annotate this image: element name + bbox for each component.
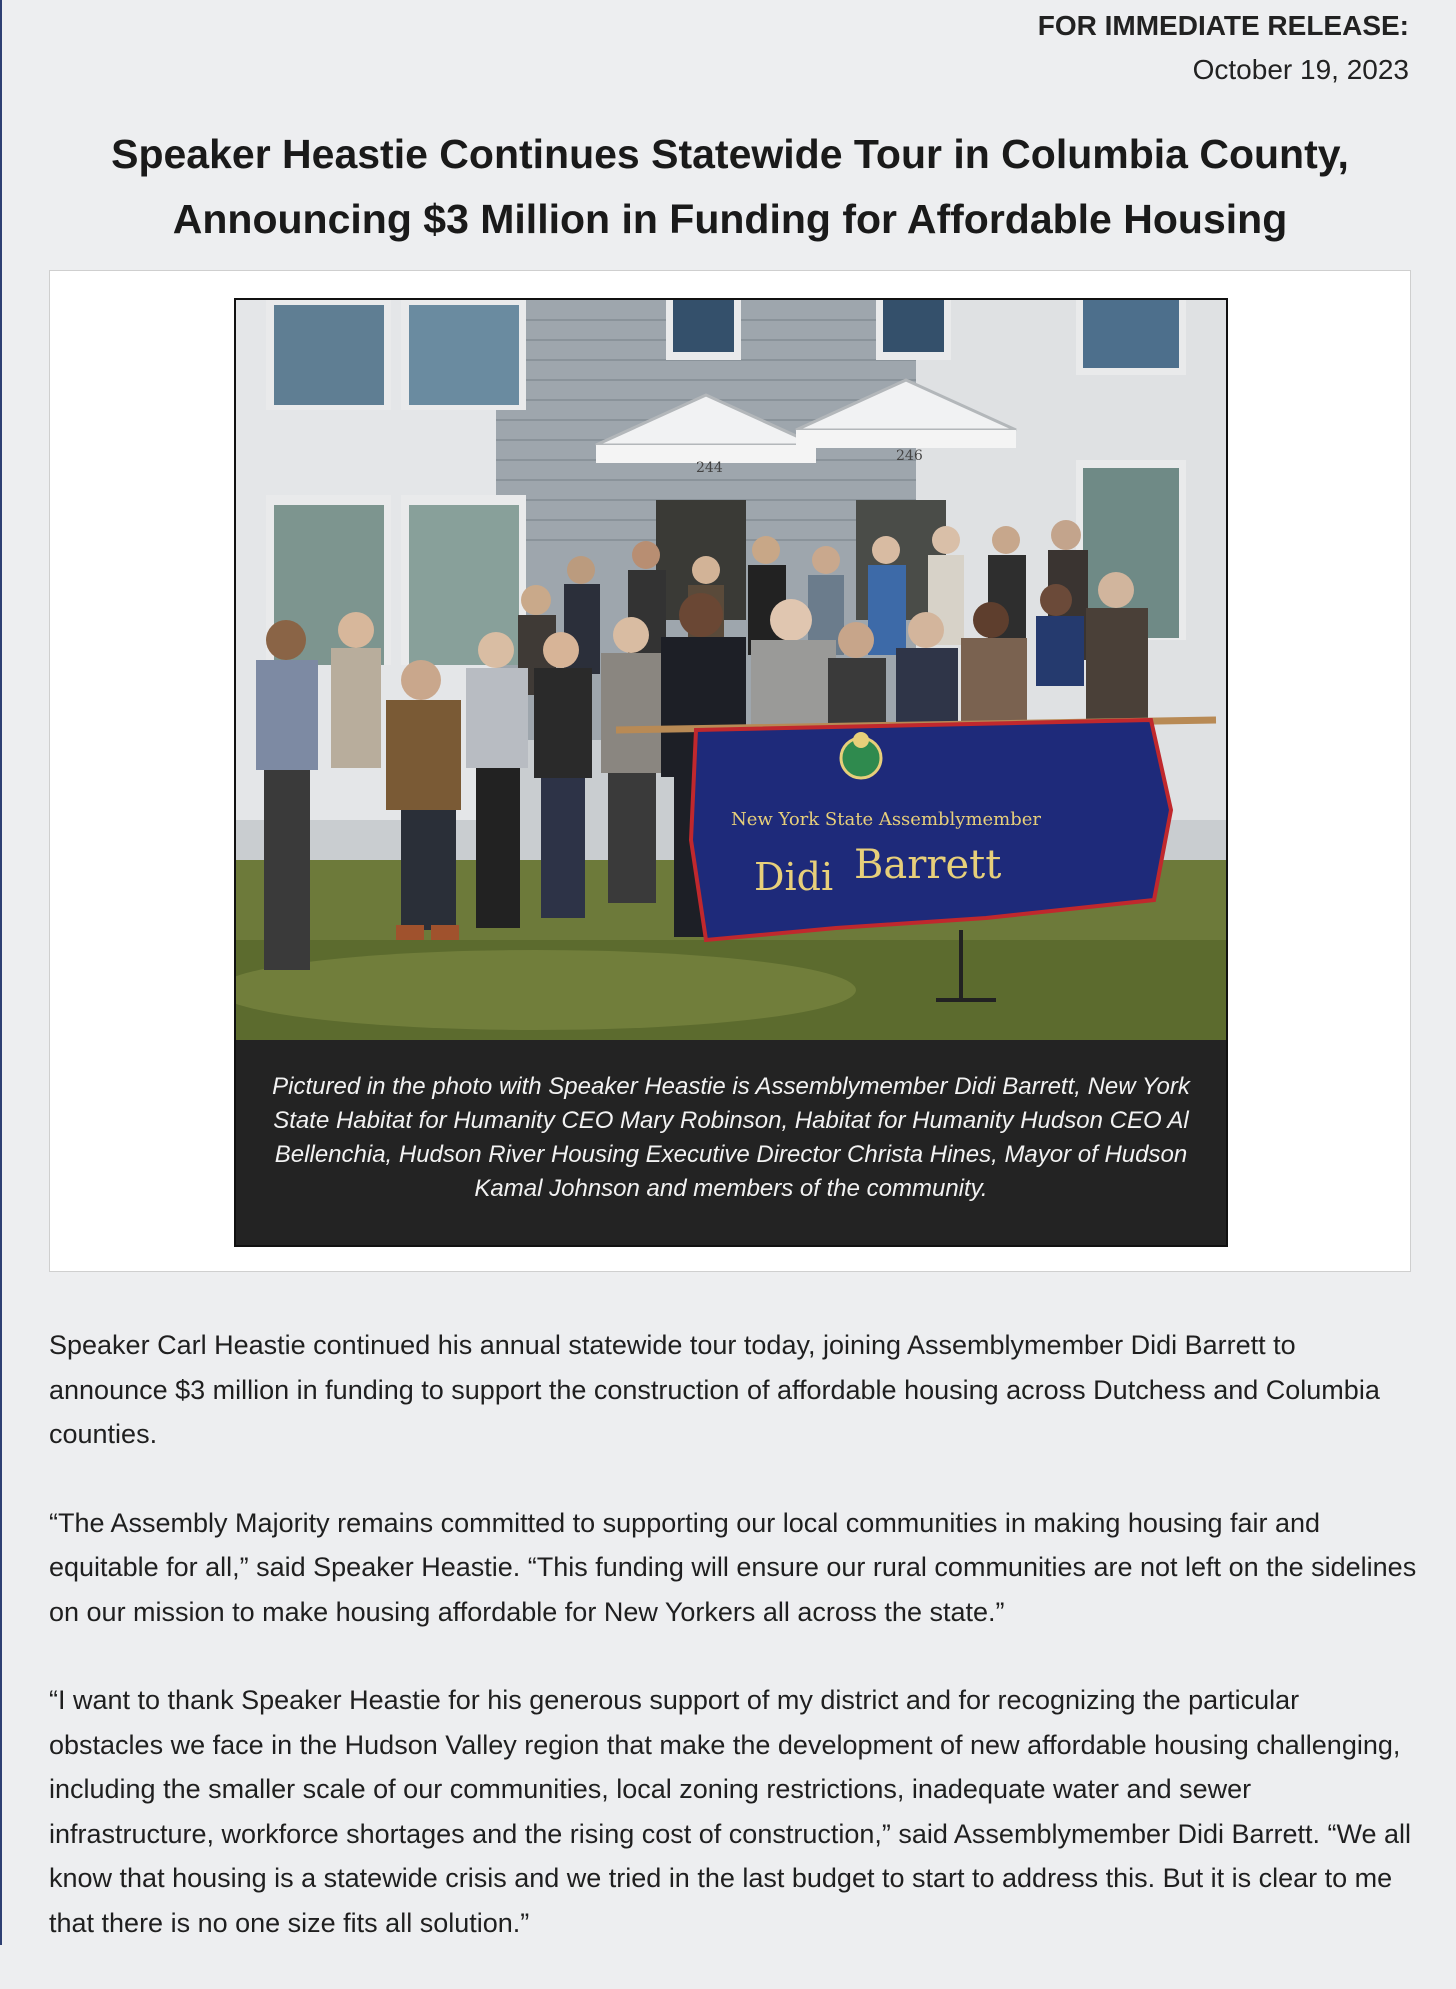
article-body	[49, 1323, 1419, 1989]
banner-first-name: Didi	[754, 855, 834, 899]
house-number-244: 244	[696, 460, 723, 476]
house-number-246: 246	[896, 448, 923, 464]
release-label: FOR IMMEDIATE RELEASE:	[1037, 10, 1409, 41]
headline-line-2: Announcing $3 Million in Funding for Affordable Housing	[172, 196, 1288, 242]
group-photo	[236, 300, 1226, 1040]
banner-title: New York State Assemblymember	[731, 809, 1042, 830]
banner-last-name: Barrett	[854, 842, 1002, 888]
page-title	[49, 122, 1411, 252]
photo-container	[234, 298, 1228, 1247]
paragraph-1: Speaker Carl Heastie continued his annual statewide tour today, joining Assemblymember Didi Barrett to announce $3 million in funding to support the construction of affordable housing across Dutchess and Columbia counties.	[49, 1330, 1380, 1449]
paragraph-3: “I want to thank Speaker Heastie for his generous support of my district and for recognizing the particular obstacles we face in the Hudson Valley region that make the development of new affordable housing challenging, including the smaller scale of our communities, local zoning restrictions, inadequate water and sewer infrastructure, workforce shortages and the rising cost of construction,” said Assemblymember Didi Barrett. “We all know that housing is a statewide crisis and we tried in the last budget to start to address this. But it is clear to me that there is no one size fits all solution.”	[49, 1685, 1412, 1938]
headline-line-1: Speaker Heastie Continues Statewide Tour in Columbia County,	[111, 131, 1349, 177]
assemblymember-banner	[691, 720, 1171, 940]
photo-figure	[49, 270, 1411, 1272]
paragraph-2: “The Assembly Majority remains committed to supporting our local communities in making housing fair and equitable for all,” said Speaker Heastie. “This funding will ensure our rural communities are not left on the sidelines on our mission to make housing affordable for New Yorkers all across the state.”	[49, 1507, 1417, 1627]
photo-caption: Pictured in the photo with Speaker Heastie is Assemblymember Didi Barrett, New York State Habitat for Humanity CEO Mary Robinson, Habitat for Humanity Hudson CEO Al Bellenchia, Hudson River Housing Executive Director Christa Hines, Mayor of Hudson Kamal Johnson and members of the community.	[272, 1073, 1190, 1202]
release-date: October 19, 2023	[1192, 54, 1409, 85]
